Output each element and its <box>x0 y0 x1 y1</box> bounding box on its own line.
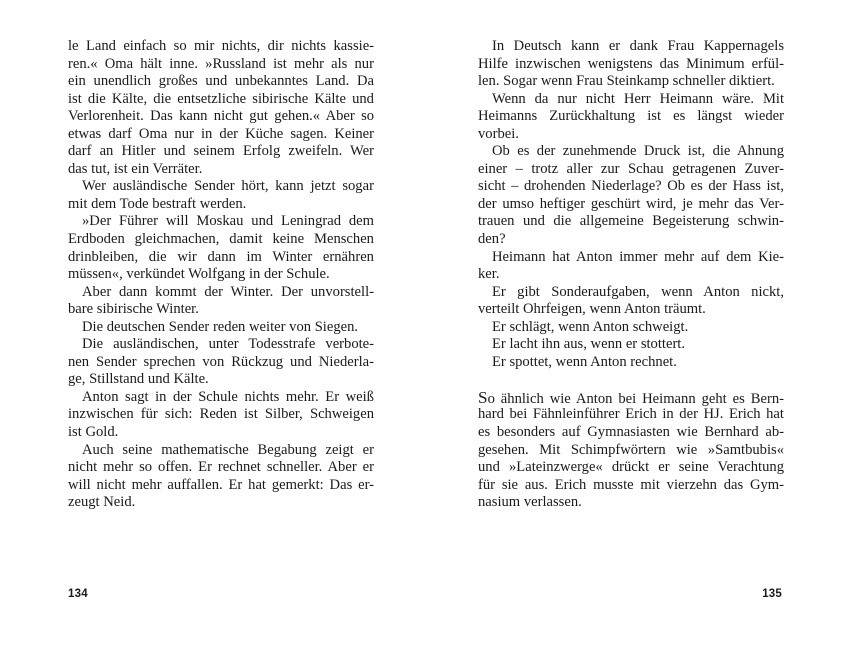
left-page-textblock <box>68 38 374 512</box>
text-line: verteilt Ohrfeigen, wenn Anton träumt. <box>478 301 706 318</box>
text-line: Verlorenheit. Das kann nicht gut gehen.« Aber so <box>68 108 375 125</box>
text-line: darf an Hitler und seinem Erfolg zweifeln. Wer <box>68 143 374 160</box>
text-line: das tut, ist ein Verräter. <box>68 160 203 177</box>
text-line: bare sibirische Winter. <box>68 301 199 318</box>
text-line: will nicht mehr auffallen. Er hat gemerkt: Das er- <box>68 476 374 493</box>
text-line: len. Sogar wenn Frau Steinkamp schneller diktiert. <box>478 73 775 90</box>
text-line: es besonders auf Gymnasiasten wie Bernhard ab- <box>478 424 785 441</box>
text-line: Er gibt Sonderaufgaben, wenn Anton nickt, <box>492 283 784 300</box>
text-line: vorbei. <box>478 125 519 142</box>
paragraph-initial: S <box>478 387 488 407</box>
text-line: Heimanns Zurückhaltung ist es längst wieder <box>478 108 784 125</box>
text-line: Heimann hat Anton immer mehr auf dem Kie- <box>492 248 784 265</box>
text-line: müssen«, verkündet Wolfgang in der Schule. <box>68 266 330 283</box>
text-line: gesehen. Mit Schimpfwörtern wie »Samtbubis« <box>478 441 785 458</box>
text-line: Er lacht ihn aus, wenn er stottert. <box>492 336 686 353</box>
text-line: mit dem Tode bestraft werden. <box>68 195 247 212</box>
text-line: Er spottet, wenn Anton rechnet. <box>492 353 677 370</box>
text-line: Erdboden gleichmachen, damit keine Menschen <box>68 231 374 248</box>
page-number-left: 134 <box>68 588 88 600</box>
text-line: Aber dann kommt der Winter. Der unvorstell- <box>82 283 374 300</box>
text-line: »Der Führer will Moskau und Leningrad dem <box>82 213 375 230</box>
right-page <box>427 0 853 648</box>
text-line: für sie aus. Erich musste mit vierzehn das Gym- <box>478 476 785 493</box>
text-line: nasium verlassen. <box>478 494 582 511</box>
text-line: ge, Stillstand und Kälte. <box>68 371 209 388</box>
text-line: nen Sender sprechen von Rückzug und Niederla- <box>68 353 374 370</box>
text-line: Ob es der zunehmende Druck ist, die Ahnung <box>492 143 785 160</box>
right-page-textblock <box>478 38 784 512</box>
paragraph-separator <box>478 371 784 389</box>
text-line: drinbleiben, die wir dann im Winter ernähren <box>68 248 374 265</box>
text-line: einer – trotz aller zur Schau getragenen Zuver- <box>478 160 784 177</box>
text-line: zeugt Neid. <box>68 494 136 511</box>
text-line: nicht mehr so offen. Er rechnet schneller. Aber er <box>68 459 374 476</box>
text-line: hard bei Fähnleinführer Erich in der HJ. Erich hat <box>478 406 784 423</box>
text-line: ist Gold. <box>68 424 119 441</box>
text-line: ein unendlich großes und unbekanntes Land. Da <box>68 73 374 90</box>
text-line: ren.« Oma hält inne. »Russland ist mehr als nur <box>68 55 374 72</box>
text-line: Die ausländischen, unter Todesstrafe verbote- <box>82 336 375 353</box>
text-line: Wer ausländische Sender hört, kann jetzt sogar <box>82 178 374 195</box>
text-line: sicht – drohenden Niederlage? Ob es der Hass ist, <box>478 178 784 195</box>
text-line: den? <box>478 231 506 248</box>
text-line: etwas darf Oma nur in der Küche sagen. Keiner <box>68 125 375 142</box>
text-line: Er schlägt, wenn Anton schweigt. <box>492 318 689 335</box>
text-line: Wenn da nur nicht Herr Heimann wäre. Mit <box>492 90 785 107</box>
text-line: Hilfe inzwischen wenigstens das Minimum erfül- <box>478 55 785 72</box>
page-number-right: 135 <box>762 588 782 600</box>
text-line: So ähnlich wie Anton bei Heimann geht es Bern- <box>478 387 784 407</box>
text-line: trauen und die allgemeine Begeisterung schwin- <box>478 213 784 230</box>
text-line: Auch seine mathematische Begabung zeigt er <box>82 441 374 458</box>
text-line: inzwischen für sich: Reden ist Silber, Schweigen <box>68 406 374 423</box>
text-line: ker. <box>478 266 500 283</box>
text-line: der umso heftiger geschürt wird, je mehr das Ver- <box>478 195 784 212</box>
text-line: le Land einfach so mir nichts, dir nichts kassie- <box>68 38 375 54</box>
text-line: Anton sagt in der Schule nichts mehr. Er weiß <box>82 388 374 405</box>
text-line: und »Lateinzwerge« drückt er seine Verachtung <box>478 459 785 476</box>
text-line: Die deutschen Sender reden weiter von Siegen. <box>82 318 359 335</box>
text-line: In Deutsch kann er dank Frau Kappernagels <box>492 38 784 54</box>
text-line: ist die Kälte, die entsetzliche sibirische Kälte und <box>68 90 374 107</box>
